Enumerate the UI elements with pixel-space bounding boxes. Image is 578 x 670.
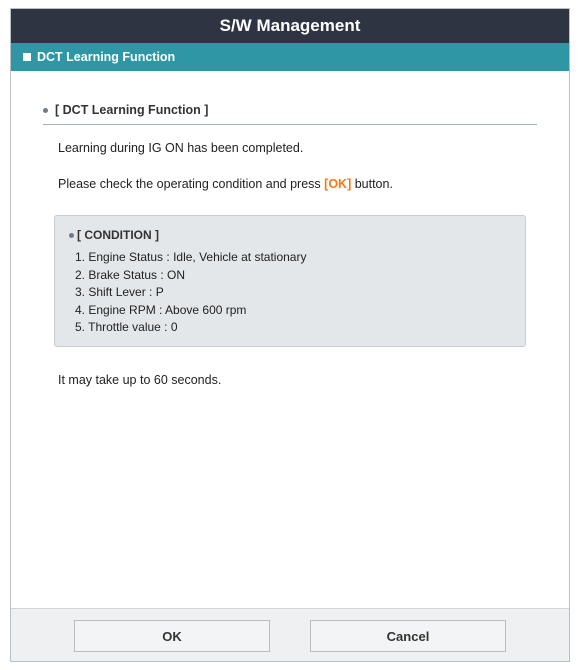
ok-button[interactable]: OK xyxy=(74,620,270,652)
condition-item: 5. Throttle value : 0 xyxy=(75,320,178,334)
square-icon xyxy=(23,53,31,61)
section-heading-label: [ DCT Learning Function ] xyxy=(55,103,209,117)
instruction-text xyxy=(58,177,393,191)
section-heading xyxy=(43,103,537,125)
instruction-suffix: button. xyxy=(351,177,393,191)
bullet-icon xyxy=(69,233,74,238)
condition-list xyxy=(75,249,306,337)
instruction-prefix: Please check the operating condition and press xyxy=(58,177,325,191)
subheader-label: DCT Learning Function xyxy=(37,50,176,64)
timing-note: It may take up to 60 seconds. xyxy=(58,373,222,387)
bullet-icon xyxy=(43,108,48,113)
sw-management-window xyxy=(10,8,570,662)
condition-title-label: [ CONDITION ] xyxy=(77,228,159,242)
ok-highlight: [OK] xyxy=(324,177,352,191)
function-subheader xyxy=(11,43,569,71)
condition-title xyxy=(69,228,159,242)
dialog-footer xyxy=(11,608,569,661)
condition-item: 2. Brake Status : ON xyxy=(75,267,186,282)
condition-box xyxy=(54,215,526,347)
condition-item: 3. Shift Lever : P xyxy=(75,285,164,299)
condition-item: 4. Engine RPM : Above 600 rpm xyxy=(75,302,247,317)
cancel-button[interactable]: Cancel xyxy=(310,620,506,652)
condition-item: 1. Engine Status : Idle, Vehicle at stationary xyxy=(75,250,307,264)
window-title: S/W Management xyxy=(11,9,569,43)
completion-message: Learning during IG ON has been completed. xyxy=(58,141,304,155)
